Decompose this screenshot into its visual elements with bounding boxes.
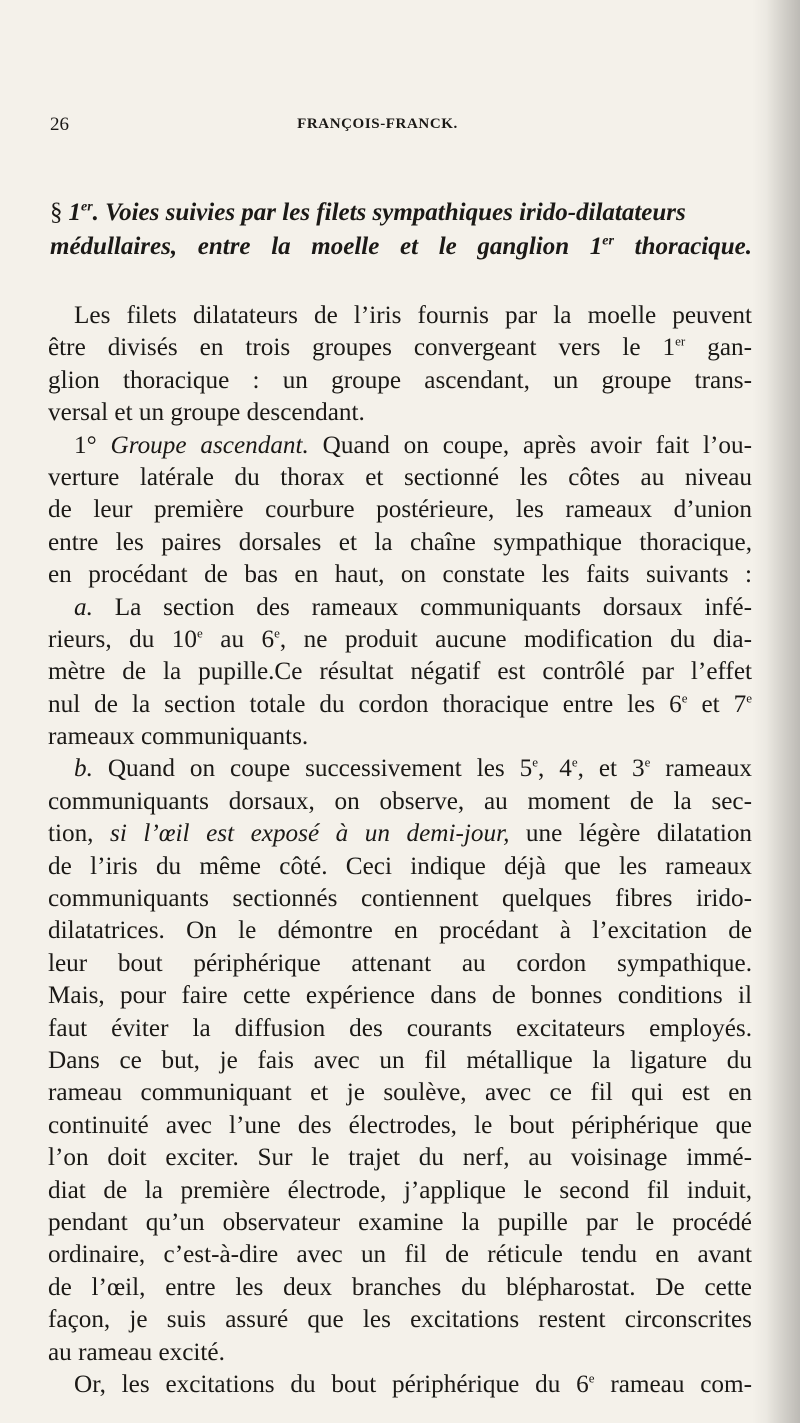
text-run: de l’iris du même côté. Ceci indique déjà que les rameaux — [48, 852, 752, 880]
text-line — [48, 753, 752, 785]
section-title-line-1: . Voies suivies par les filets sympathiques irido-dilatateurs — [92, 199, 686, 226]
text-line — [48, 689, 752, 721]
text-run: Or, les excitations du bout périphérique du 6 — [74, 1370, 589, 1398]
superscript: e — [644, 755, 651, 771]
text-run: ordinaire, c’est-à-dire avec un fil de réticule tendu en avant — [48, 1241, 752, 1269]
text-line — [48, 851, 752, 883]
text-line — [48, 1077, 752, 1109]
text-run: pendant qu’un observateur examine la pupille par le procédé — [48, 1208, 752, 1236]
section-heading-line-1 — [50, 196, 752, 230]
text-run: , ne produit aucune modification du dia- — [279, 625, 753, 653]
text-run: rieurs, du 10 — [48, 625, 197, 653]
text-run: de leur première courbure postérieure, les rameaux d’union — [48, 496, 752, 524]
text-line — [48, 1369, 752, 1401]
text-line — [48, 721, 752, 753]
text-run: rameaux — [650, 755, 752, 783]
running-title: FRANÇOIS-FRANCK. — [297, 116, 458, 132]
text-run: verture latérale du thorax et sectionné les côtes au niveau — [48, 463, 752, 491]
superscript: e — [571, 755, 578, 771]
text-run: leur bout périphérique attenant au cordon sympathique. — [48, 949, 752, 977]
text-run: façon, je suis assuré que les excitations restent circonscrites — [48, 1306, 752, 1334]
text-line — [48, 397, 752, 429]
text-line — [48, 332, 752, 364]
text-line — [48, 948, 752, 980]
text-line — [48, 527, 752, 559]
text-line — [48, 656, 752, 688]
text-run: communiquants dorsaux, on observe, au moment de la sec- — [48, 787, 752, 815]
text-line — [48, 430, 752, 462]
text-run: l’on doit exciter. Sur le trajet du nerf, au voisinage immé- — [48, 1144, 752, 1172]
text-run: tion, — [48, 820, 111, 848]
text-run: en procédant de bas en haut, on constate les faits suivants : — [48, 561, 752, 589]
section-title-line-2-a: médullaires, entre la moelle et le ganglion 1 — [50, 233, 603, 260]
text-line — [48, 786, 752, 818]
text-run: glion thoracique : un groupe ascendant, un groupe trans- — [48, 366, 752, 394]
text-run: diat de la première électrode, j’applique le second fil induit, — [48, 1176, 752, 1204]
section-title-line-2-b: thoracique. — [613, 233, 752, 260]
text-line — [48, 1337, 752, 1369]
section-heading-line-2 — [50, 230, 752, 264]
text-run: être divisés en trois groupes convergeant vers le 1 — [48, 334, 676, 362]
text-line — [48, 915, 752, 947]
paragraph-label-italic: a. — [74, 593, 93, 621]
text-run: entre les paires dorsales et la chaîne sympathique thoracique, — [48, 528, 752, 556]
text-line — [48, 1142, 752, 1174]
text-line — [48, 365, 752, 397]
text-run: Les filets dilatateurs de l’iris fournis par la moelle peuvent — [74, 302, 752, 329]
text-line — [48, 624, 752, 656]
text-line — [48, 1207, 752, 1239]
section-sign: § — [50, 199, 63, 226]
superscript: e — [532, 755, 539, 771]
italic-run: si l’œil est exposé à un demi-jour, — [110, 820, 510, 848]
text-run: de l’œil, entre les deux branches du blépharostat. De cette — [48, 1273, 752, 1301]
text-run: Quand on coupe successivement les 5 — [92, 755, 533, 783]
section-number: 1 — [68, 199, 81, 226]
text-line — [48, 1239, 752, 1271]
text-run: nul de la section totale du cordon thoracique entre les 6 — [48, 690, 682, 718]
text-run: dilatatrices. On le démontre en procédant à l’excitation de — [48, 917, 752, 945]
superscript: er — [675, 334, 686, 349]
paragraph-label-italic: b. — [74, 755, 93, 783]
text-line — [48, 1304, 752, 1336]
text-line — [48, 818, 752, 850]
section-number-sup: er — [81, 199, 93, 215]
text-line — [48, 1110, 752, 1142]
text-run: continuité avec l’une des électrodes, le bout périphérique que — [48, 1111, 752, 1139]
superscript: e — [588, 1370, 595, 1386]
text-run: , et 3 — [577, 755, 645, 783]
page-edge-shadow — [766, 0, 800, 1423]
text-run: Mais, pour faire cette expérience dans de bonnes conditions il — [48, 982, 752, 1010]
text-line — [48, 1013, 752, 1045]
superscript: e — [681, 690, 688, 706]
text-line — [48, 1045, 752, 1077]
paragraph-label: 1° — [74, 431, 111, 459]
text-line — [48, 559, 752, 591]
text-run: , 4 — [538, 755, 572, 783]
text-run: Quand on coupe, après avoir fait l’ou- — [308, 431, 752, 459]
text-run: au 6 — [202, 625, 275, 653]
text-line — [48, 1175, 752, 1207]
text-line — [48, 494, 752, 526]
text-line — [48, 462, 752, 494]
running-head — [50, 114, 750, 138]
text-line — [48, 980, 752, 1012]
paragraph-label-italic: Groupe ascendant. — [110, 431, 309, 459]
text-run: rameau com- — [594, 1370, 752, 1398]
text-run: Dans ce but, je fais avec un fil métallique la ligature du — [48, 1046, 752, 1074]
text-run: communiquants sectionnés contiennent quelques fibres irido- — [48, 885, 752, 913]
text-run: La section des rameaux communiquants dorsaux infé- — [92, 593, 752, 621]
section-heading — [50, 196, 752, 264]
section-title-line-2-sup: er — [602, 233, 614, 249]
body-text — [48, 300, 752, 1401]
superscript: e — [197, 625, 203, 641]
text-run: gan- — [685, 334, 752, 362]
text-line — [48, 1272, 752, 1304]
text-run: rameau communiquant et je soulève, avec ce fil qui est en — [48, 1079, 752, 1107]
text-run: mètre de la pupille.Ce résultat négatif est contrôlé par l’effet — [48, 658, 752, 686]
text-line — [48, 592, 752, 624]
text-run: versal et un groupe descendant. — [48, 399, 365, 427]
text-run: faut éviter la diffusion des courants excitateurs employés. — [48, 1014, 752, 1042]
page-number: 26 — [50, 114, 69, 135]
text-run: au rameau excité. — [48, 1338, 225, 1366]
text-run: et 7 — [687, 690, 747, 718]
text-run: une légère dilatation — [509, 820, 753, 848]
superscript: e — [274, 625, 280, 641]
text-line — [48, 300, 752, 332]
text-run: rameaux communiquants. — [48, 723, 309, 751]
text-line — [48, 883, 752, 915]
superscript: e — [746, 690, 753, 706]
